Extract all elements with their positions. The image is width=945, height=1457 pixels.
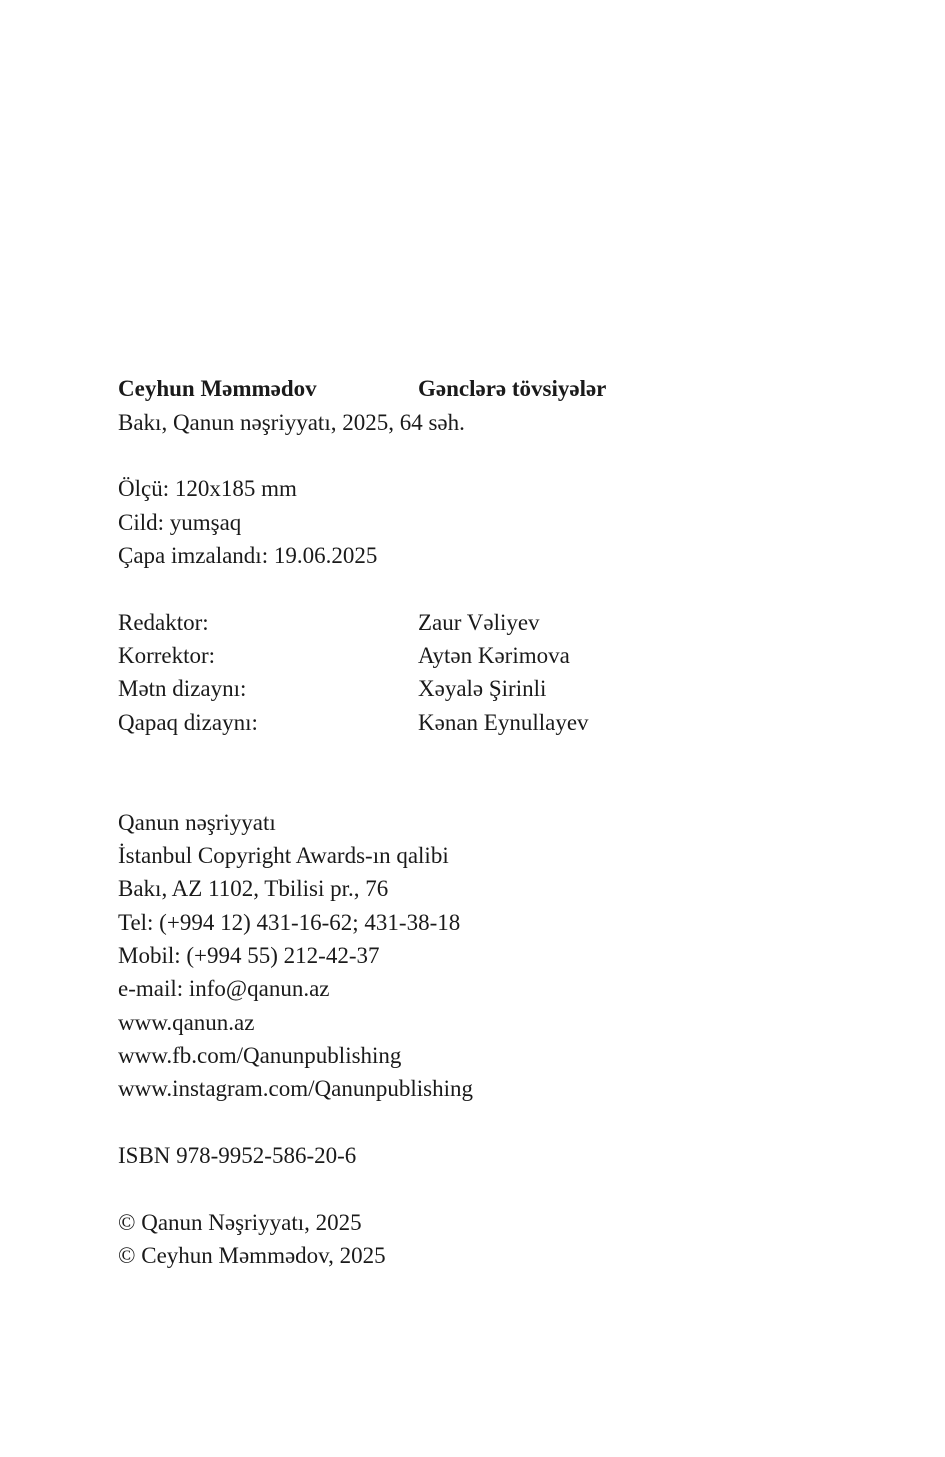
credit-name: Zaur Vəliyev — [418, 610, 540, 635]
publisher-facebook: www.fb.com/Qanunpublishing — [118, 1043, 402, 1068]
credit-row — [118, 641, 570, 671]
publisher-name: Qanun nəşriyyatı — [118, 810, 276, 835]
credit-role: Mətn dizaynı: — [118, 676, 247, 701]
credit-role: Redaktor: — [118, 610, 209, 635]
book-title: Gənclərə tövsiyələr — [418, 376, 607, 401]
author-name: Ceyhun Məmmədov — [118, 376, 317, 401]
credit-row — [118, 708, 589, 738]
credit-row — [118, 608, 540, 638]
copyright-publisher: © Qanun Nəşriyyatı, 2025 — [118, 1210, 362, 1235]
copyright-author: © Ceyhun Məmmədov, 2025 — [118, 1243, 386, 1268]
spec-binding: Cild: yumşaq — [118, 510, 242, 535]
credit-name: Kənan Eynullayev — [418, 710, 589, 735]
publisher-mobile: Mobil: (+994 55) 212-42-37 — [118, 943, 380, 968]
publisher-instagram: www.instagram.com/Qanunpublishing — [118, 1076, 473, 1101]
credit-name: Xəyalə Şirinli — [418, 676, 547, 701]
credit-role: Korrektor: — [118, 643, 216, 668]
publisher-address: Bakı, AZ 1102, Tbilisi pr., 76 — [118, 876, 389, 901]
isbn: ISBN 978-9952-586-20-6 — [118, 1143, 357, 1168]
imprint-line: Bakı, Qanun nəşriyyatı, 2025, 64 səh. — [118, 410, 465, 435]
publisher-website: www.qanun.az — [118, 1010, 255, 1035]
publisher-award: İstanbul Copyright Awards-ın qalibi — [118, 843, 449, 868]
spec-size: Ölçü: 120x185 mm — [118, 476, 297, 501]
publisher-email: e-mail: info@qanun.az — [118, 976, 330, 1001]
credit-name: Aytən Kərimova — [418, 643, 570, 668]
credit-role: Qapaq dizaynı: — [118, 710, 258, 735]
publisher-phone: Tel: (+994 12) 431-16-62; 431-38-18 — [118, 910, 461, 935]
credit-row — [118, 674, 547, 704]
header-row — [118, 374, 607, 404]
spec-print-date: Çapa imzalandı: 19.06.2025 — [118, 543, 378, 568]
